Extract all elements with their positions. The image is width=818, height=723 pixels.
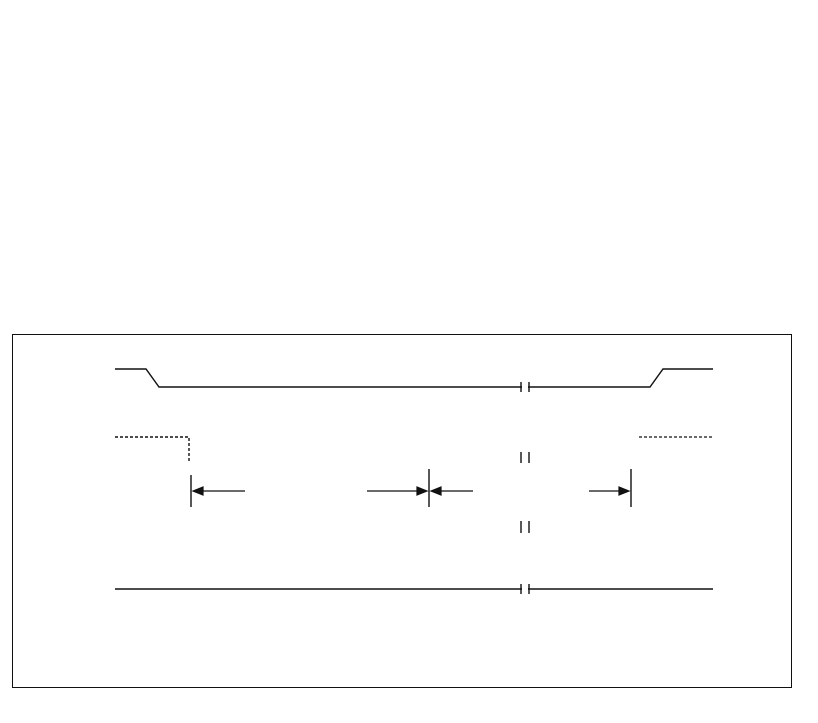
cs-waveform (115, 369, 713, 387)
clk-mode3-dotted (115, 437, 189, 463)
arrow-left-instruction (193, 487, 203, 495)
arrow-right-instruction (417, 487, 427, 495)
timing-diagram (13, 335, 791, 687)
arrow-right-address (619, 487, 629, 495)
timing-diagram-frame (12, 334, 792, 688)
arrow-left-address (431, 487, 441, 495)
break-marks (521, 382, 529, 594)
marker-lines (191, 469, 631, 507)
